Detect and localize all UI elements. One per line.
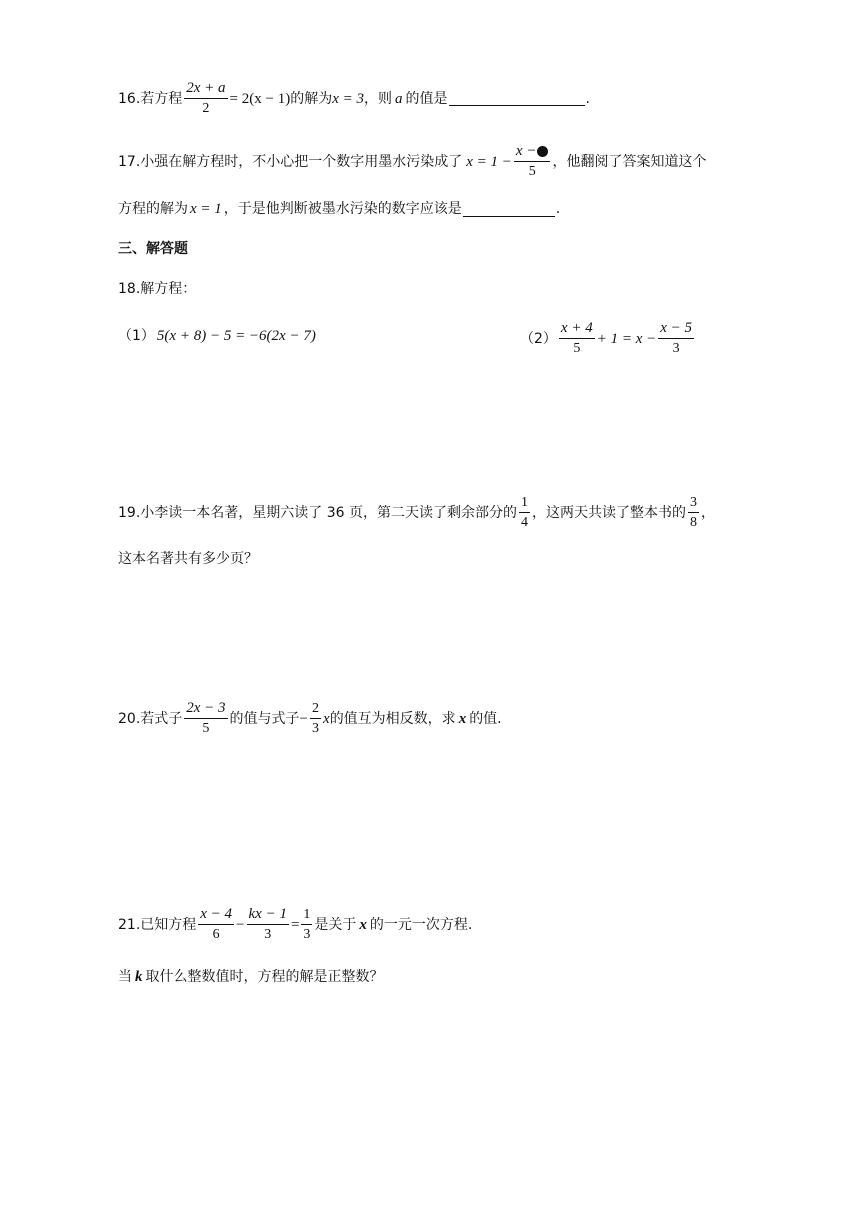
q18-part2-frac1-num: x + 4 xyxy=(559,320,595,339)
q16-end: . xyxy=(585,90,590,107)
q17-eq-lhs: x = 1 − xyxy=(466,153,512,170)
question-18 xyxy=(118,280,196,298)
q17-end: . xyxy=(555,201,561,217)
q19-frac1-den: 4 xyxy=(520,515,528,530)
question-20 xyxy=(118,700,502,737)
q18-part1-label: （1） xyxy=(118,328,155,344)
q21-frac1-den: 6 xyxy=(212,927,220,942)
q16-rhs: = 2(x − 1) xyxy=(229,90,291,107)
q18-number: 18. xyxy=(118,281,141,297)
section-heading: 三、解答题 xyxy=(118,241,188,257)
q16-answer-blank[interactable] xyxy=(449,91,585,106)
q20-frac2-den: 3 xyxy=(312,721,320,736)
q17-text4: ，于是他判断被墨水污染的数字应该是 xyxy=(223,201,462,217)
q21-var-k: k xyxy=(135,969,143,985)
q18-title: 解方程： xyxy=(140,281,197,297)
ink-blot-icon xyxy=(537,146,548,157)
q21-frac3-num: 1 xyxy=(301,906,312,925)
q18-part2-frac2-num: x − 5 xyxy=(658,320,694,339)
q16-mid2: ，则 xyxy=(364,90,392,107)
q18-part2-frac2 xyxy=(658,320,694,357)
q20-text1: 若式子 xyxy=(140,710,183,727)
question-21-line2 xyxy=(118,968,384,986)
q17-solution: x = 1 xyxy=(190,201,222,217)
q20-text2: 的值与式子 xyxy=(229,710,300,727)
q19-frac2-den: 8 xyxy=(689,515,697,530)
q21-minus: − xyxy=(236,916,245,933)
q16-suffix: 的值是 xyxy=(405,90,448,107)
q21-number: 21. xyxy=(118,916,141,933)
q16-prefix: 若方程 xyxy=(140,90,183,107)
question-16 xyxy=(118,80,590,117)
q21-text3: 的一元一次方程. xyxy=(369,916,473,933)
q17-frac-num-text: x − xyxy=(515,143,537,159)
question-17 xyxy=(118,143,706,180)
question-19-line2: 这本名著共有多少页？ xyxy=(118,551,258,567)
question-19 xyxy=(118,494,715,531)
q20-frac2-num: 2 xyxy=(310,700,321,719)
q21-frac2-den: 3 xyxy=(264,927,272,942)
q19-frac1-num: 1 xyxy=(519,494,530,513)
q16-mid: 的解为 xyxy=(290,90,333,107)
q16-fraction xyxy=(184,80,227,117)
q18-part2-frac1 xyxy=(559,320,595,357)
q20-frac1-num: 2x − 3 xyxy=(184,700,227,719)
q16-frac-num: 2x + a xyxy=(184,80,227,99)
q19-number: 19. xyxy=(118,504,141,521)
q16-frac-den: 2 xyxy=(202,101,210,116)
q20-text3: 的值互为相反数，求 xyxy=(329,710,456,727)
q21-equals: = xyxy=(290,916,300,933)
q18-part2-mid: + 1 = x − xyxy=(596,330,657,347)
q21-frac2-num: kx − 1 xyxy=(247,906,289,925)
q21-frac3 xyxy=(301,906,312,943)
q17-text3: 方程的解为 xyxy=(118,201,188,217)
q20-minus: − xyxy=(299,710,309,727)
q21-frac2 xyxy=(247,906,289,943)
q19-text1: 小李读一本名著，星期六读了 36 页，第二天读了剩余部分的 xyxy=(140,504,517,521)
q18-part2 xyxy=(520,320,696,357)
q21-text5: 取什么整数值时，方程的解是正整数？ xyxy=(145,969,384,985)
q17-answer-blank[interactable] xyxy=(463,202,555,217)
q20-var2: x xyxy=(458,710,467,727)
q17-text1: 小强在解方程时，不小心把一个数字用墨水污染成了 xyxy=(140,153,463,170)
q21-text1: 已知方程 xyxy=(140,916,197,933)
q20-number: 20. xyxy=(118,710,141,727)
q21-text4: 当 xyxy=(118,969,132,985)
q18-part2-frac2-den: 3 xyxy=(672,341,680,356)
q21-frac1 xyxy=(198,906,234,943)
q17-frac-den: 5 xyxy=(528,164,536,179)
q19-frac1 xyxy=(519,494,530,531)
q21-frac3-den: 3 xyxy=(303,927,311,942)
q19-frac2-num: 3 xyxy=(688,494,699,513)
q20-var: x xyxy=(323,710,330,727)
q20-frac2 xyxy=(310,700,321,737)
question-17-line2 xyxy=(118,200,560,218)
q18-part1-equation: 5(x + 8) − 5 = −6(2x − 7) xyxy=(156,328,316,344)
q20-text4: 的值. xyxy=(469,710,502,727)
q20-frac1 xyxy=(184,700,227,737)
q21-text2: 是关于 xyxy=(314,916,357,933)
q18-part2-frac1-den: 5 xyxy=(573,341,581,356)
q17-frac-num xyxy=(514,143,551,162)
q17-text2: ，他翻阅了答案知道这个 xyxy=(552,153,707,170)
q21-var: x xyxy=(359,916,367,933)
q19-text3: ， xyxy=(700,504,715,521)
q19-frac2 xyxy=(688,494,699,531)
q19-text2: ，这两天共读了整本书的 xyxy=(531,504,686,521)
question-21 xyxy=(118,906,472,943)
q16-solution: x = 3 xyxy=(332,90,364,107)
q17-fraction xyxy=(514,143,551,180)
q18-part2-label: （2） xyxy=(520,330,557,347)
q18-part1 xyxy=(118,327,316,345)
q20-frac1-den: 5 xyxy=(202,721,210,736)
q21-frac1-num: x − 4 xyxy=(198,906,234,925)
q16-var: a xyxy=(395,90,403,107)
q16-number: 16. xyxy=(118,90,141,107)
q17-number: 17. xyxy=(118,153,141,170)
